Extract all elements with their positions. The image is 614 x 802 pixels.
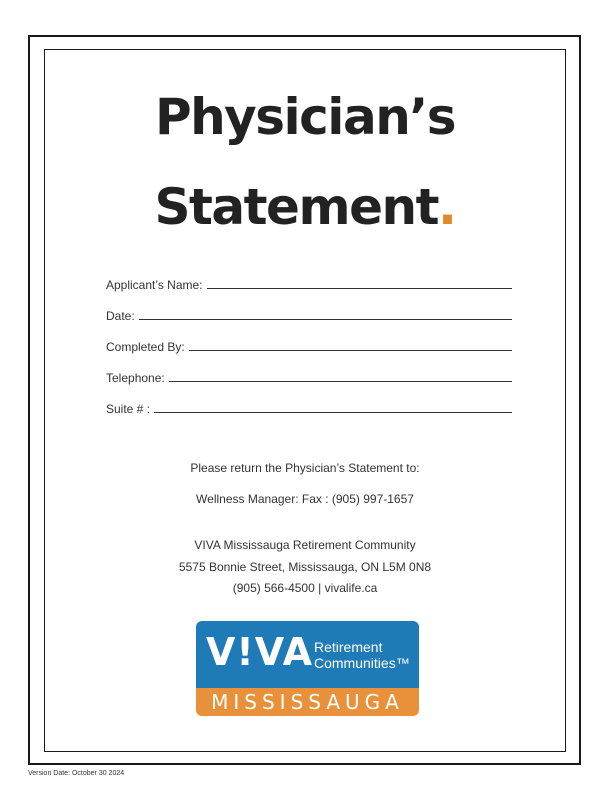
title-line-1: Physician’s — [154, 88, 456, 146]
completed-by-line[interactable] — [189, 349, 512, 351]
applicant-name-field[interactable] — [106, 272, 512, 292]
logo-brand: V!VA — [206, 630, 313, 674]
logo-sub-line-1: Retirement — [314, 639, 383, 655]
completed-by-field[interactable] — [106, 334, 512, 354]
address-phone-web: (905) 566-4500 | vivalife.ca — [232, 581, 378, 595]
address-name: VIVA Mississauga Retirement Community — [194, 538, 416, 552]
telephone-field[interactable] — [106, 365, 512, 385]
suite-label: Suite # : — [106, 402, 151, 416]
applicant-name-line[interactable] — [207, 287, 513, 289]
applicant-name-label: Applicant’s Name: — [106, 278, 203, 292]
return-heading: Please return the Physician’s Statement to: — [190, 461, 420, 475]
return-contact: Wellness Manager: Fax : (905) 997-1657 — [196, 492, 414, 506]
logo-sub-line-2: Communities™ — [314, 655, 410, 671]
logo-top-band — [196, 621, 419, 688]
completed-by-label: Completed By: — [106, 340, 185, 354]
title-line-2: Statement. — [154, 178, 456, 236]
logo-subtitle — [314, 639, 410, 671]
telephone-label: Telephone: — [106, 371, 165, 385]
address-street: 5575 Bonnie Street, Mississauga, ON L5M 0N8 — [178, 560, 432, 574]
date-line[interactable] — [139, 318, 512, 320]
title-dot: . — [437, 178, 456, 236]
viva-logo — [196, 621, 419, 716]
date-label: Date: — [106, 309, 135, 323]
logo-location: MISSISSAUGA — [196, 688, 419, 716]
date-field[interactable] — [106, 303, 512, 323]
telephone-line[interactable] — [169, 380, 512, 382]
suite-line[interactable] — [154, 411, 512, 413]
version-date: Version Date: October 30 2024 — [28, 770, 125, 777]
suite-field[interactable] — [106, 396, 512, 416]
